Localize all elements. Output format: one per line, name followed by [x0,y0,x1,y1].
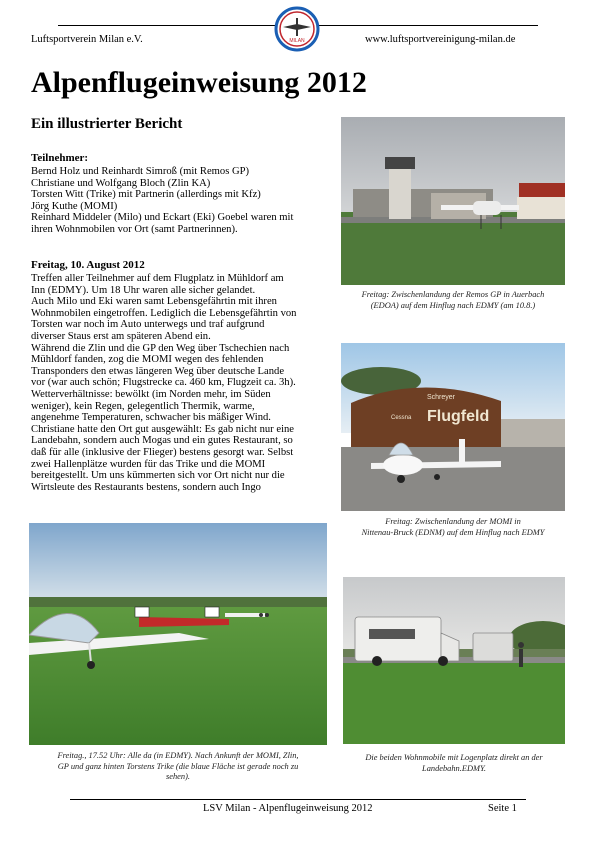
svg-text:Flugfeld: Flugfeld [427,408,490,425]
text-line: Torsten war noch im Auto unterwegs und traf aufgrund [31,319,265,331]
svg-text:Schreyer: Schreyer [427,394,456,401]
participants-heading: Teilnehmer: [31,152,89,164]
participant-line: Torsten Witt (Trike) mit Partnerin (allerdings mit Kfz) [31,189,261,201]
friday-text [31,273,327,493]
page-subtitle: Ein illustrierter Bericht [31,116,183,132]
text-line: diverser Staus erst am späteren Abend ein. [31,330,211,342]
text-line: Mühldorf fanden, zog die MOMI wegen des fehlenden [31,354,264,366]
caption-field: Freitag., 17.52 Uhr: Alle da (in EDMY). Nach Ankunft der MOMI, Zlin, GP und ganz hinten Torstens Trike (die blaue Fläche ist gerade noch zu sehen). [57,751,299,781]
photo-tower [341,117,565,285]
milan-logo [274,6,320,52]
text-line: Christiane hatte den Ort gut ausgewählt: Es gab nicht nur eine [31,423,295,435]
text-line: weniger), kein Regen, gelegentlich Thermik, warme, [31,400,255,412]
participant-line: Christiane und Wolfgang Bloch (Zlin KA) [31,177,211,189]
text-line: Wetterverhältnisse: bewölkt (im Norden mehr, im Süden [31,388,271,400]
participants-list [31,166,331,236]
text-line: bereitgestellt. Um uns kümmerten sich vor Ort nicht nur die [31,470,285,482]
photo-campers [343,577,565,744]
caption-tower: Freitag: Zwischenlandung der Remos GP in Auerbach (EDOA) auf dem Hinflug nach EDMY (am 10.8.) [361,290,545,310]
text-line: Treffen aller Teilnehmer auf dem Flugplatz in Mühldorf am [31,273,284,284]
text-line: angenehme Temperaturen, schwacher bis mäßiger Wind. [31,412,271,424]
participant-line: Reinhard Middeler (Milo) und Eckart (Eki) Goebel waren mit [31,212,294,224]
text-line: Landebahn, sondern auch Mogas und ein gutes Restaurant, so [31,435,293,447]
footer-title: LSV Milan - Alpenflugeinweisung 2012 [203,803,373,814]
page-title: Alpenflugeinweisung 2012 [31,66,367,99]
participant-line: ihren Wohnmobilen vor Ort (samt Partnerinnen). [31,223,238,235]
svg-text:MILAN: MILAN [289,38,305,44]
text-line: Auch Milo und Eki waren samt Lebensgefährtin mit ihren [31,296,277,308]
footer-page-number: Seite 1 [488,803,517,814]
svg-text:Cessna: Cessna [391,415,412,421]
caption-hangar: Freitag: Zwischenlandung der MOMI in Nittenau-Bruck (EDNM) auf dem Hinflug nach EDMY [361,517,545,537]
text-line: Transponders den etwas längeren Weg über deutsche Lande [31,365,285,377]
friday-heading: Freitag, 10. August 2012 [31,259,145,271]
photo-field [29,523,327,745]
text-line: Wohnmobilen eingetroffen. Lediglich die Lebensgefährtin von [31,307,297,319]
text-line: Wirtsleute des Restaurants bestens, sondern auch Ingo [31,481,261,493]
text-line: vor (war auch schön; Flugstrecke ca. 460 km, Flugzeit ca. 3h). [31,377,296,389]
participant-line: Bernd Holz und Reinhardt Simroß (mit Remos GP) [31,166,250,177]
participant-line: Jörg Kuthe (MOMI) [31,200,118,212]
text-line: Inn (EDMY). Um 18 Uhr waren alle sicher gelandet. [31,284,256,296]
text-line: zwei Hallenplätze wurden für das Trike und die MOMI [31,458,266,470]
header-org: Luftsportverein Milan e.V. [31,34,143,45]
footer-rule [70,799,526,800]
caption-campers: Die beiden Wohnmobile mit Logenplatz direkt an der Landebahn.EDMY. [365,753,543,773]
photo-hangar [341,343,565,511]
text-line: Während die Zlin und die GP den Weg über Tschechien nach [31,342,290,354]
header-url[interactable]: www.luftsportvereinigung-milan.de [365,34,516,45]
text-line: daß für alle (inklusive der Flieger) bestens gesorgt war. Selbst [31,446,294,458]
